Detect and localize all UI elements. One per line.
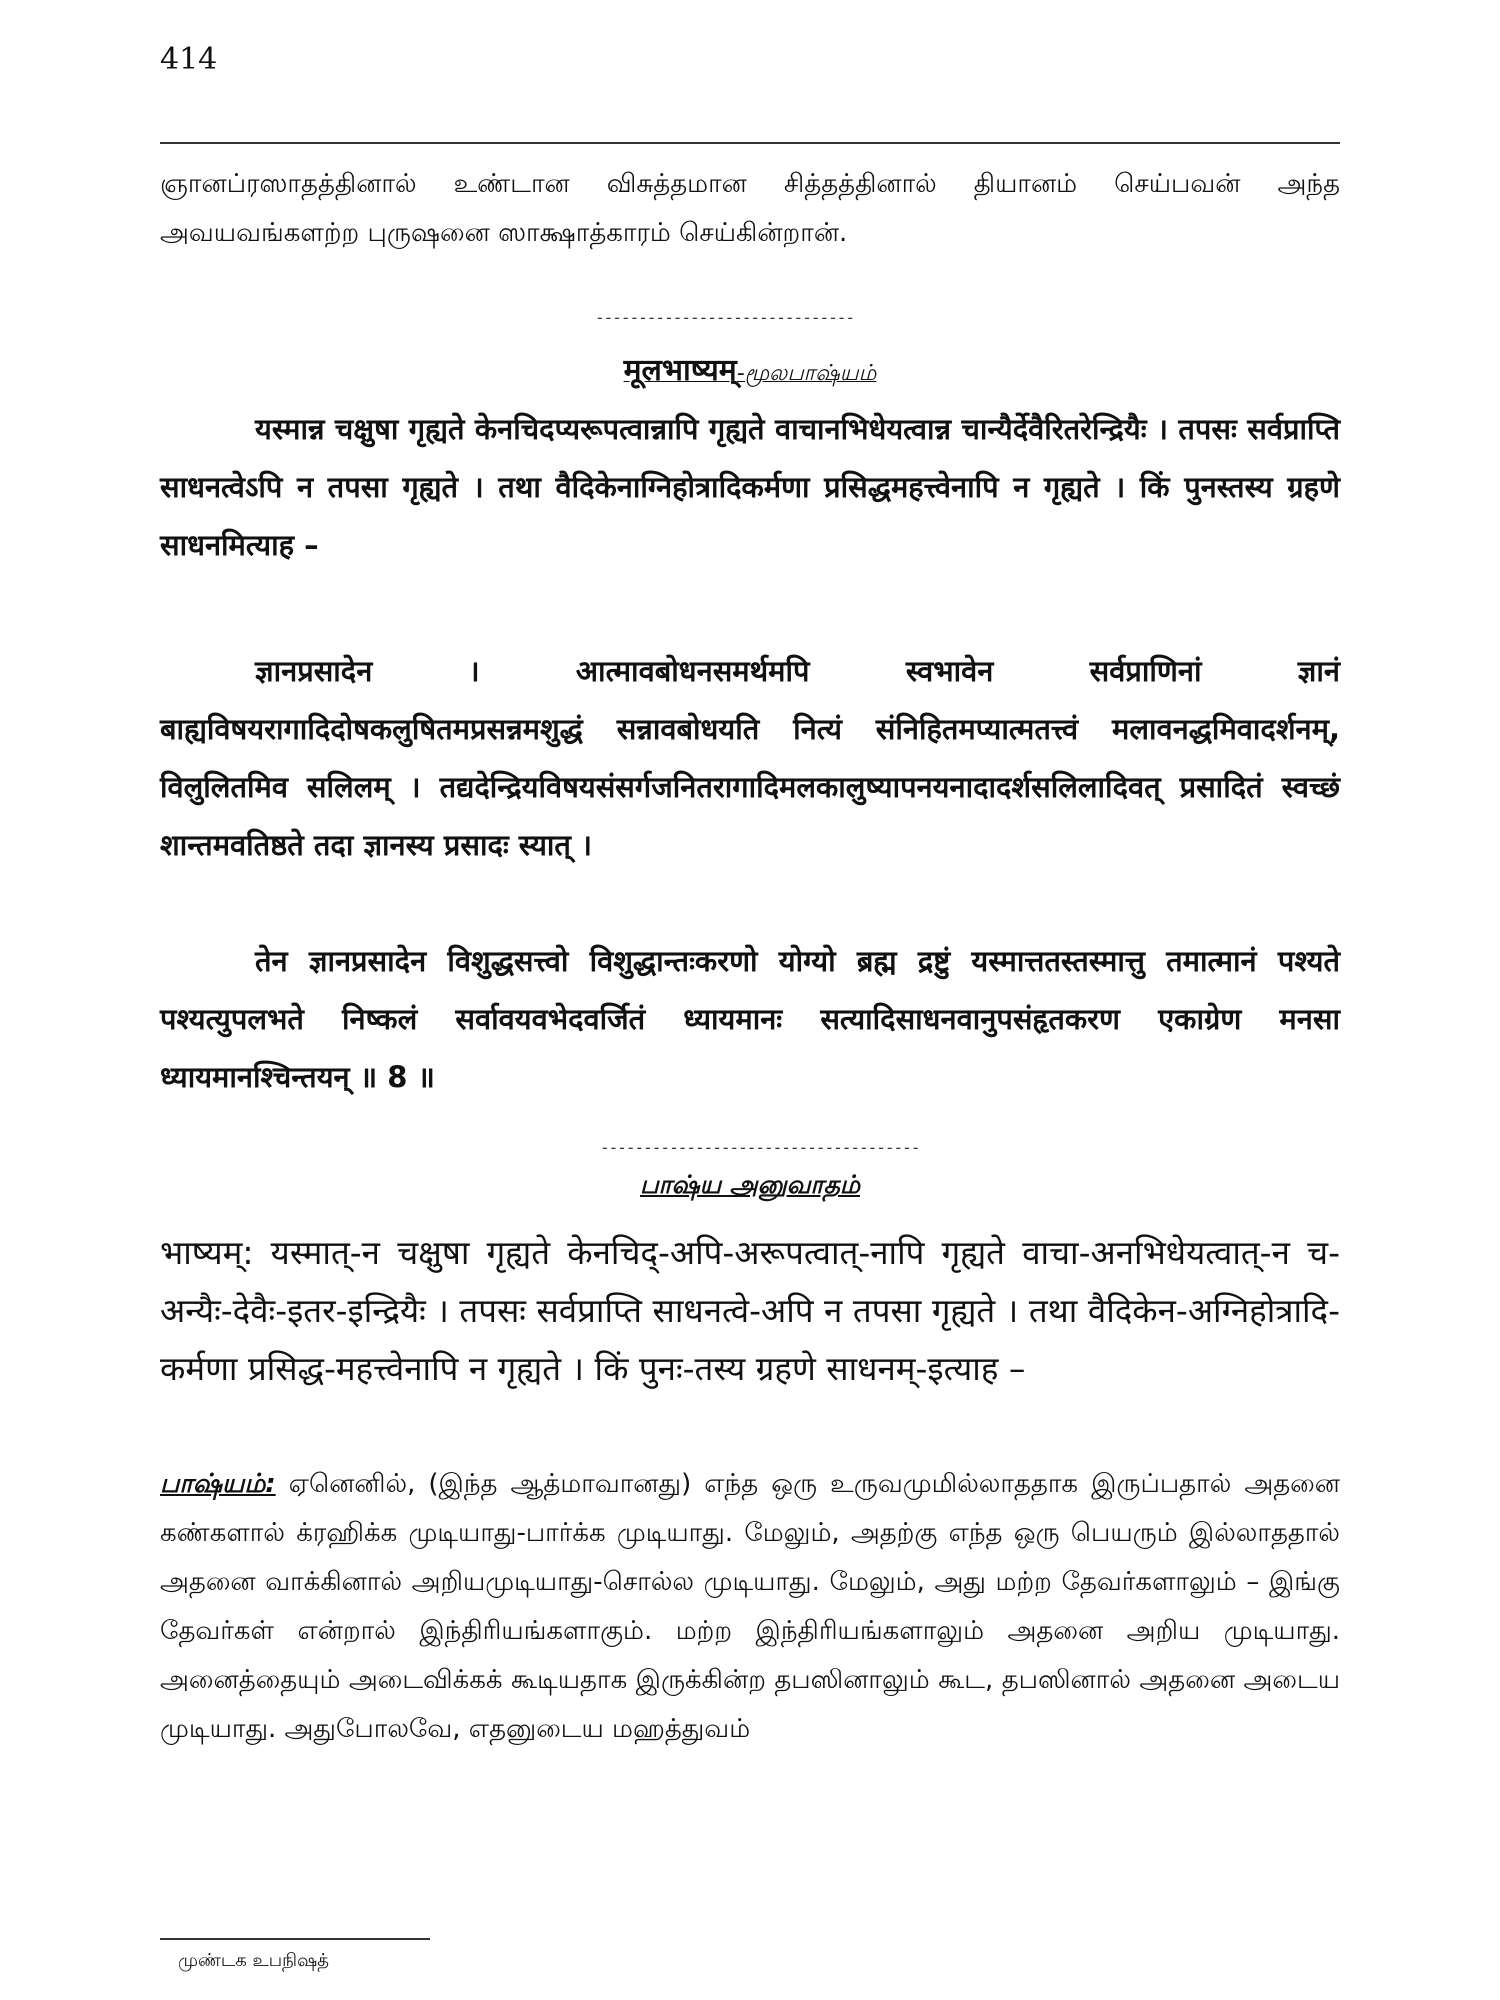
separator-line: ------------------------------------- [600, 1138, 920, 1157]
mula-paragraph-2: ज्ञानप्रसादेन । आत्मावबोधनसमर्थमपि स्वभावेन सर्वप्राणिनां ज्ञानं बाह्यविषयरागादिदोषकलुषितमप्रसन्नमशुद्धं सन्नावबोधयति नित्यं संनिहितमप्यात्मतत्त्वं मलावनद्धमिवादर्शनम्, विलुलितमिव सलिलम् । तद्यदेन्द्रियविषयसंसर्गजनितरागादिमलकालुष्यापनयनादादर्शसलिलादिवत् प्रसादितं स्वच्छं शान्तमवतिष्ठते तदा ज्ञानस्य प्रसादः स्यात् । [160, 654, 1340, 862]
separator-line: ------------------------------ [595, 308, 854, 327]
footer-rule [160, 1938, 430, 1940]
bhashya-tamil-text: ஏனெனில், (இந்த ஆத்மாவானது) எந்த ஒரு உருவமுமில்லாததாக இருப்பதால் அதனை கண்களால் க்ரஹிக்க முடியாது-பார்க்க முடியாது. மேலும், அதற்கு எந்த ஒரு பெயரும் இல்லாததால் அதனை வாக்கினால் அறியமுடியாது-சொல்ல முடியாது. மேலும், அது மற்ற தேவர்களாலும் – இங்கு தேவர்கள் என்றால் இந்திரியங்களாகும். மற்ற இந்திரியங்களாலும் அதனை அறிய முடியாது. அனைத்தையும் அடைவிக்கக் கூடியதாக இருக்கின்ற தபஸினாலும் கூட, தபஸினால் அதனை அடைய முடியாது. அதுபோலவே, எதனுடைய மஹத்துவம் [160, 1469, 1340, 1744]
page-number: 414 [160, 42, 218, 77]
bhashya-sanskrit-paragraph: भाष्यम्: यस्मात्-न चक्षुषा गृह्यते केनचिद्-अपि-अरूपत्वात्-नापि गृह्यते वाचा-अनभिधेयत्वात्-न च-अन्यैः-देवैः-इतर-इन्द्रियैः । तपसः सर्वप्राप्ति साधनत्वे-अपि न तपसा गृह्यते । तथा वैदिकेन-अग्निहोत्रादि-कर्मणा प्रसिद्ध-महत्त्वेनापि न गृह्यते । किं पुनः-तस्य ग्रहणे साधनम्-इत्याह – [160, 1233, 1340, 1388]
intro-tamil-paragraph: ஞானப்ரஸாதத்தினால் உண்டான விசுத்தமான சித்தத்தினால் தியானம் செய்பவன் அந்த அவயவங்களற்ற புருஷனை ஸாக்ஷாத்காரம் செய்கின்றான். [160, 169, 1340, 248]
footer-title: முண்டக உபநிஷத் [178, 1950, 329, 1971]
mula-heading-tamil: -மூலபாஷ்யம் [736, 361, 877, 386]
mula-bhashya-heading [160, 348, 1340, 389]
bhashya-tamil-paragraph [160, 1460, 1340, 1754]
bhashya-label: பாஷ்யம்: [160, 1469, 276, 1499]
header-rule [160, 142, 1340, 144]
bhashya-anuvadam-heading: பாஷ்ய அனுவாதம் [640, 1170, 860, 1199]
mula-heading-sanskrit: मूलभाष्यम् [623, 353, 737, 388]
mula-paragraph-1: यस्मान्न चक्षुषा गृह्यते केनचिदप्यरूपत्वान्नापि गृह्यते वाचानभिधेयत्वान्न चान्यैर्देवैरितरेन्द्रियैः । तपसः सर्वप्राप्ति साधनत्वेऽपि न तपसा गृह्यते । तथा वैदिकेनाग्निहोत्रादिकर्मणा प्रसिद्धमहत्त्वेनापि न गृह्यते । किं पुनस्तस्य ग्रहणे साधनमित्याह – [160, 412, 1340, 562]
mula-paragraph-3: तेन ज्ञानप्रसादेन विशुद्धसत्त्वो विशुद्धान्तःकरणो योग्यो ब्रह्म द्रष्टुं यस्मात्ततस्तस्मात्तु तमात्मानं पश्यते पश्यत्युपलभते निष्कलं सर्वावयवभेदवर्जितं ध्यायमानः सत्यादिसाधनवानुपसंहृतकरण एकाग्रेण मनसा ध्यायमानश्चिन्तयन् ॥ 8 ॥ [160, 944, 1340, 1094]
